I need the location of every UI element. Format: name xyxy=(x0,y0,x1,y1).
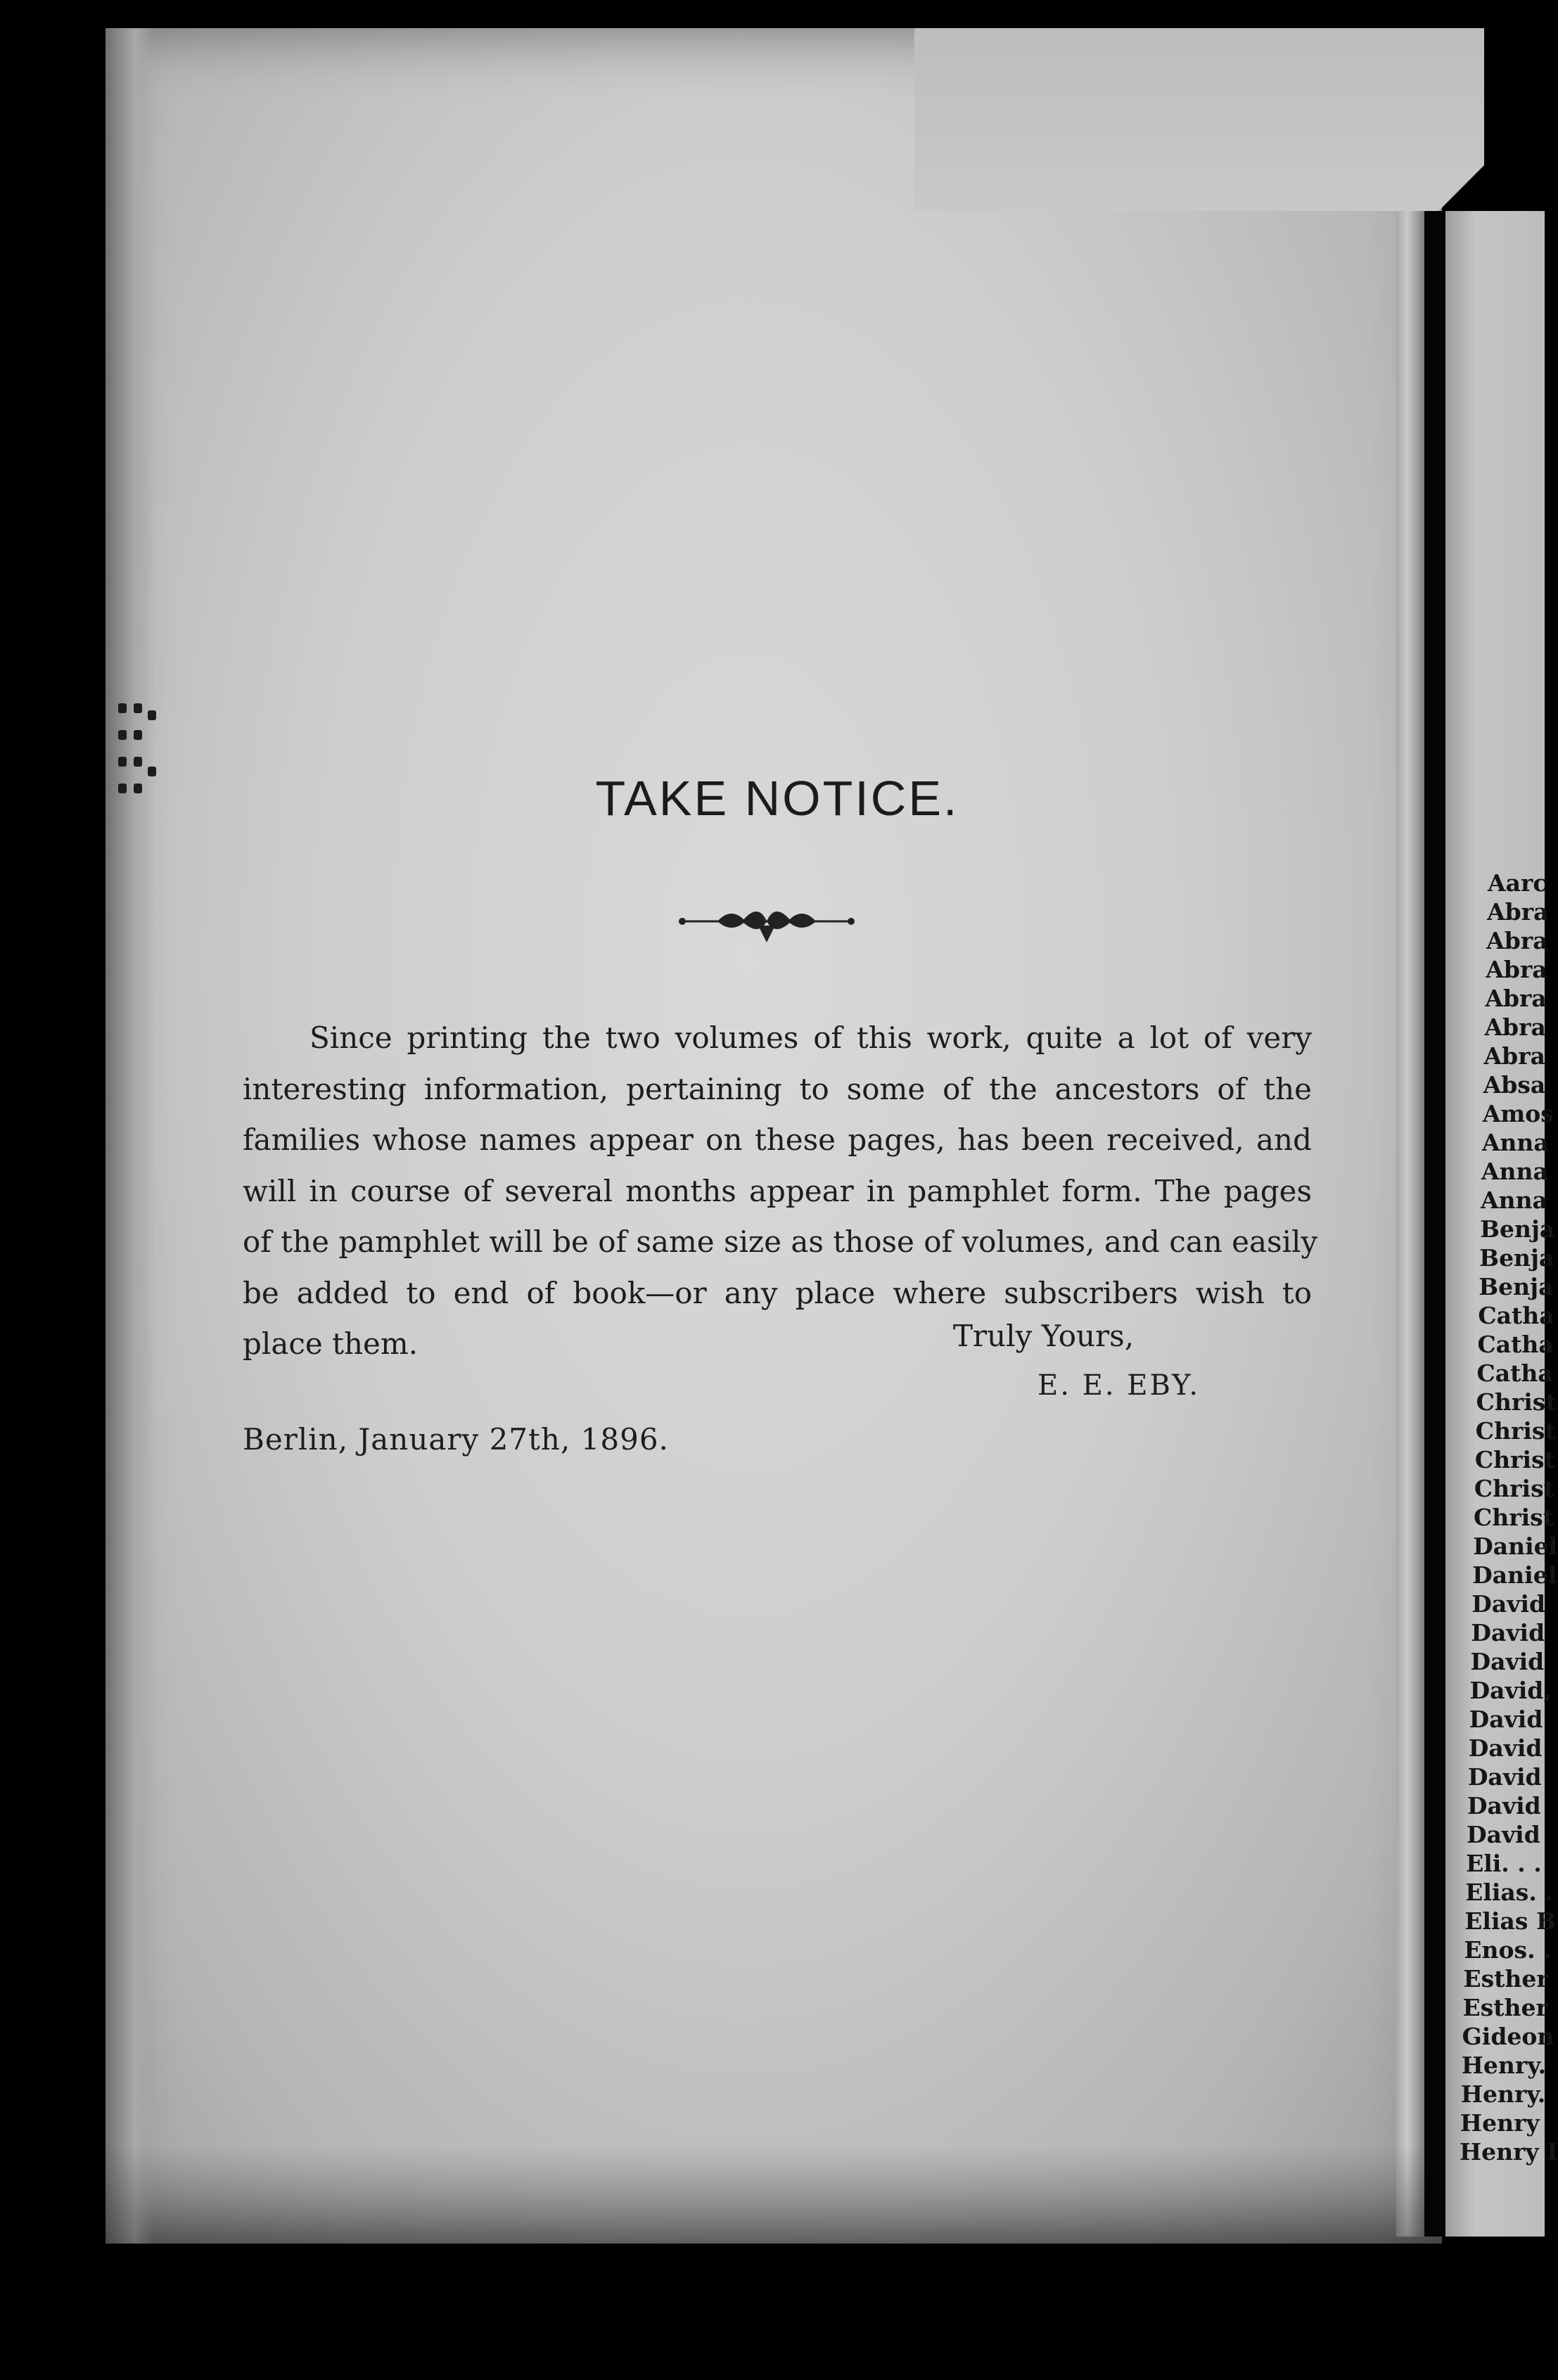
facing-page-index-entry: Catha xyxy=(1478,1302,1554,1329)
facing-page-index-entry: Enos. . xyxy=(1464,1936,1552,1964)
ornament-flourish-icon xyxy=(675,893,858,949)
facing-page-index-entry: Henry. xyxy=(1460,2080,1546,2108)
facing-page-index-entry: David xyxy=(1467,1792,1541,1819)
facing-page-index-entry: Absa xyxy=(1483,1071,1546,1099)
notice-body-line: place them. xyxy=(243,1326,419,1361)
facing-page-index-entry: Benja xyxy=(1480,1215,1555,1243)
facing-page-index-entry: David xyxy=(1471,1590,1546,1618)
facing-page-index-entry: David, xyxy=(1469,1677,1552,1704)
facing-page-index-entry: Christ xyxy=(1475,1417,1556,1445)
facing-page-index-entry: Anna xyxy=(1481,1186,1547,1214)
facing-page-index-entry: David xyxy=(1471,1619,1545,1646)
binding-holes xyxy=(106,696,162,837)
facing-page-index-entry: Abra xyxy=(1484,1013,1546,1041)
facing-page-index-entry: Anna xyxy=(1481,1129,1549,1156)
facing-page-index-entry: Abra xyxy=(1487,898,1549,926)
facing-page-index-entry: Daniel xyxy=(1473,1533,1558,1560)
facing-page-index-entry: Elias. . xyxy=(1465,1879,1553,1906)
notice-body-line: Since printing the two volumes of this work, quite a lot of very xyxy=(309,1021,1312,1055)
torn-top-strip xyxy=(914,28,1484,211)
notice-body-line: interesting information, pertaining to some of the ancestors of the xyxy=(243,1071,1312,1106)
book-gutter xyxy=(1424,211,1445,2237)
facing-page-index-entry: Henry. xyxy=(1461,2052,1547,2079)
facing-page-index-entry: Benja xyxy=(1479,1244,1554,1272)
facing-page-index-entry: David xyxy=(1467,1821,1540,1848)
facing-page-index-entry: Christ xyxy=(1474,1475,1554,1502)
facing-page-index-entry: Christ xyxy=(1476,1388,1557,1416)
notice-body-line: families whose names appear on these pages, has been received, and xyxy=(243,1122,1312,1157)
facing-page-index-entry: Amos xyxy=(1482,1100,1554,1127)
facing-page-index-entry: Abra xyxy=(1483,1042,1545,1070)
facing-page-index-entry: Esther xyxy=(1462,1994,1548,2021)
closing-salutation: Truly Yours, xyxy=(953,1319,1135,1353)
signature: E. E. EBY. xyxy=(1037,1369,1201,1402)
facing-page-index-entry: Benja xyxy=(1479,1273,1554,1300)
facing-page-index-entry: David xyxy=(1467,1763,1542,1791)
notice-body-line: be added to end of book—or any place where subscribers wish to xyxy=(243,1275,1312,1310)
facing-page-index-entry: David xyxy=(1470,1648,1545,1675)
facing-page-index-entry: David xyxy=(1468,1734,1543,1762)
facing-page-index-entry: Eli. . . xyxy=(1466,1850,1542,1877)
notice-body-line: will in course of several months appear in pamphlet form. The pages xyxy=(243,1173,1312,1208)
facing-page-index-entry: Abra xyxy=(1486,956,1547,983)
facing-page-index-entry: Esther xyxy=(1463,1965,1549,1992)
facing-page-index-entry: Elias B xyxy=(1464,1907,1556,1935)
facing-page-index-entry: Catha xyxy=(1477,1331,1554,1358)
page-bottom-shadow xyxy=(106,2145,1442,2244)
facing-page-index-entry: Daniel xyxy=(1472,1561,1557,1589)
facing-page-index-entry: Abra xyxy=(1486,927,1548,954)
facing-page-index-entry: Christ xyxy=(1474,1504,1554,1531)
facing-page-index-entry: Henry I xyxy=(1460,2138,1558,2165)
facing-page-index-entry: David xyxy=(1469,1706,1543,1733)
page-left-edge xyxy=(106,28,155,2244)
notice-body xyxy=(243,1013,1318,1370)
notice-title: TAKE NOTICE. xyxy=(595,771,959,826)
facing-page-index-entry: Anna xyxy=(1481,1158,1548,1185)
dateline: Berlin, January 27th, 1896. xyxy=(243,1422,669,1457)
facing-page-index-entry: Henry xyxy=(1460,2109,1540,2137)
facing-page-index-entry: Catha xyxy=(1476,1359,1553,1387)
facing-page-index-entry: Aarc xyxy=(1488,869,1547,897)
book-binding-edge xyxy=(1396,211,1424,2237)
notice-body-line: of the pamphlet will be of same size as those of volumes, and can easily xyxy=(243,1224,1318,1259)
facing-page xyxy=(1445,211,1558,2237)
facing-page-index-entry: Christ xyxy=(1474,1446,1555,1473)
facing-page-index-entry: Gideon xyxy=(1462,2023,1554,2050)
facing-page-index-entry: Abra xyxy=(1485,985,1547,1012)
